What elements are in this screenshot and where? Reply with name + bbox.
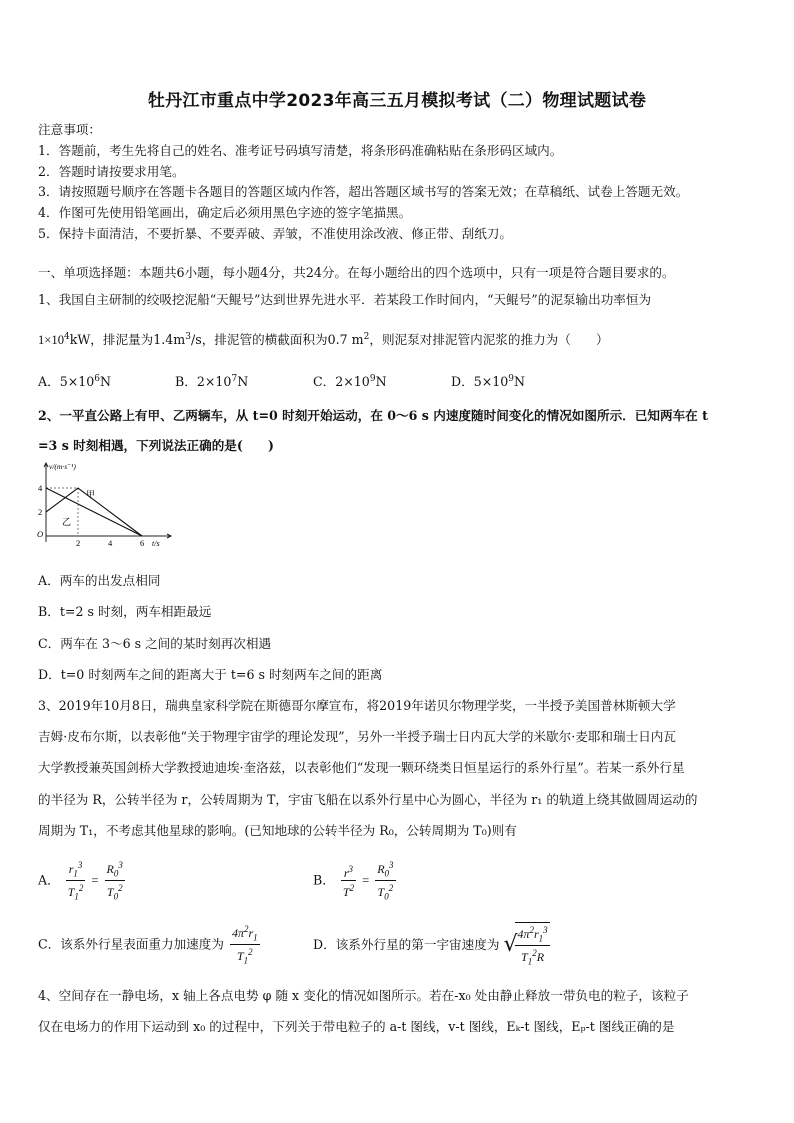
fraction: $\frac{4\pi^2r_1}{T_1^2}$ <box>231 924 258 966</box>
notice-item: 3．请按照题号顺序在答题卡各题目的答题区域内作答，超出答题区域书写的答案无效；在草稿纸、试卷上答题无效。 <box>38 184 689 199</box>
option-label: C． <box>313 374 336 390</box>
q2-stem-line1: 2、一平直公路上有甲、乙两辆车，从 t=0 时刻开始运动，在 0～6 s 内速度随时间变化的情况如图所示．已知两车在 t <box>38 408 708 423</box>
fraction: $\frac{r_1^3}{T_1^2}$ <box>67 860 84 902</box>
vt-graph <box>34 458 174 554</box>
option-exp: 9 <box>508 374 515 384</box>
q1-text-b: kW，排泥量为1.4m <box>69 332 186 348</box>
q1-option-d[interactable] <box>451 371 525 390</box>
option-unit: N <box>237 374 249 390</box>
q3-stem-line: 周期为 T₁，不考虑其他星球的影响。(已知地球的公转半径为 R₀，公转周期为 T₀)则有 <box>38 823 517 838</box>
q1-exp3: 2 <box>363 332 370 342</box>
fraction: $\frac{4\pi^2r_1^3}{T_1^2R}$ <box>515 922 549 969</box>
option-mantissa: 5×10 <box>473 374 509 390</box>
option-label: A． <box>38 872 60 888</box>
option-exp: 7 <box>231 374 238 384</box>
option-label: A． <box>38 374 60 390</box>
q1-stem-line2 <box>38 329 609 348</box>
series-label: 乙 <box>62 517 72 528</box>
q3-option-a[interactable]: A． $\frac{r_1^3}{T_1^2}$ = $\frac{R_0^3}{T_0^2}$ <box>38 860 123 902</box>
q1-text-d: ，则泥泵对排泥管内泥浆的推力为（ ） <box>369 332 609 348</box>
q1-option-a[interactable] <box>38 371 111 390</box>
x-axis-label: t/s <box>152 539 160 548</box>
option-label: B． <box>313 872 335 888</box>
y-tick-label: 2 <box>38 507 43 517</box>
notice-item: 1．答题前，考生先将自己的姓名、准考证号码填写清楚，将条形码准确粘贴在条形码区域内。 <box>38 143 563 158</box>
q3-stem-line: 大学教授兼英国剑桥大学教授迪迪埃·奎洛兹，以表彰他们“发现一颗环绕类日恒星运行的系外行星”。若某一系外行星 <box>38 760 685 775</box>
option-exp: 6 <box>94 374 101 384</box>
q2-option-c[interactable]: C．两车在 3～6 s 之间的某时刻再次相遇 <box>38 636 272 651</box>
fraction: $\frac{R_0^3}{T_0^2}$ <box>377 860 394 902</box>
option-unit: N <box>100 374 112 390</box>
option-unit: N <box>375 374 387 390</box>
q1-power-exp: 4 <box>64 332 70 342</box>
page-title: 牡丹江市重点中学2023年高三五月模拟考试（二）物理试题试卷 <box>147 91 647 111</box>
q4-stem-line2: 仅在电场力的作用下运动到 x₀ 的过程中，下列关于带电粒子的 a-t 图线，v-t 图线，Eₖ-t 图线，Eₚ-t 图线正确的是 <box>38 1019 675 1034</box>
option-label: C．该系外行星表面重力加速度为 <box>38 936 224 952</box>
q2-option-d[interactable]: D．t=0 时刻两车之间的距离大于 t=6 s 时刻两车之间的距离 <box>38 667 383 682</box>
origin-label: O <box>37 529 44 539</box>
q2-option-b[interactable]: B．t=2 s 时刻，两车相距最远 <box>38 604 212 619</box>
q3-option-d[interactable] <box>313 922 552 969</box>
q1-text-c: /s，排泥管的横截面积为0.7 m <box>190 332 364 348</box>
y-axis-label: v/(m·s⁻¹) <box>49 462 76 471</box>
q2-option-a[interactable]: A．两车的出发点相同 <box>38 573 161 588</box>
q3-option-b[interactable]: B． $\frac{r^3}{T^2}$ = $\frac{R_0^3}{T_0^2}$ <box>313 860 394 902</box>
sqrt-icon: √ <box>503 932 518 958</box>
series-label: 甲 <box>86 489 96 500</box>
x-tick-label: 2 <box>76 538 81 548</box>
option-mantissa: 2×10 <box>196 374 232 390</box>
option-label: D． <box>451 374 474 390</box>
q1-exp2: 3 <box>185 332 191 342</box>
q1-stem-line1: 1、我国自主研制的绞吸挖泥船“天鲲号”达到世界先进水平．若某段工作时间内，“天鲲号”的泥泵输出功率恒为 <box>38 292 652 307</box>
fraction: $\frac{r^3}{T^2}$ <box>342 864 355 900</box>
option-mantissa: 5×10 <box>59 374 95 390</box>
q4-stem-line1: 4、空间存在一静电场，x 轴上各点电势 φ 随 x 变化的情况如图所示。若在-x₀ 处由静止释放一带负电的粒子，该粒子 <box>38 988 689 1003</box>
notice-heading: 注意事项： <box>38 122 101 137</box>
q1-option-c[interactable] <box>313 371 387 390</box>
x-tick-label: 4 <box>108 538 113 548</box>
option-unit: N <box>514 374 526 390</box>
option-mantissa: 2×10 <box>335 374 370 390</box>
option-label: B． <box>175 374 197 390</box>
q1-option-b[interactable] <box>175 371 248 390</box>
fraction: $\frac{R_0^3}{T_0^2}$ <box>106 860 123 902</box>
q3-option-c[interactable] <box>38 922 262 968</box>
q2-stem-line2: =3 s 时刻相遇，下列说法正确的是( ) <box>38 438 274 453</box>
y-tick-label: 4 <box>38 483 43 493</box>
q3-stem-line: 吉姆·皮布尔斯，以表彰他“关于物理宇宙学的理论发现”，另外一半授予瑞士日内瓦大学的米歇尔·麦耶和瑞士日内瓦 <box>38 729 676 744</box>
option-label: D．该系外行星的第一宇宙速度为 <box>313 936 500 952</box>
option-exp: 9 <box>369 374 376 384</box>
notice-item: 2．答题时请按要求用笔。 <box>38 164 185 179</box>
q3-stem-line: 的半径为 R，公转半径为 r，公转周期为 T，宇宙飞船在以系外行星中心为圆心，半径为 r₁ 的轨道上绕其做圆周运动的 <box>38 792 698 807</box>
section-heading: 一、单项选择题：本题共6小题，每小题4分，共24分。在每小题给出的四个选项中，只有一项是符合题目要求的。 <box>38 265 675 280</box>
q3-stem-line: 3、2019年10月8日，瑞典皇家科学院在斯德哥尔摩宣布，将2019年诺贝尔物理学奖，一半授予美国普林斯顿大学 <box>38 698 676 713</box>
notice-item: 5．保持卡面清洁，不要折暴、不要弄破、弄皱，不准使用涂改液、修正带、刮纸刀。 <box>38 226 512 241</box>
x-tick-label: 6 <box>140 538 145 548</box>
notice-item: 4．作图可先使用铅笔画出，确定后必须用黑色字迹的签字笔描黑。 <box>38 205 412 220</box>
q1-power-value: 1×10 <box>38 333 64 348</box>
